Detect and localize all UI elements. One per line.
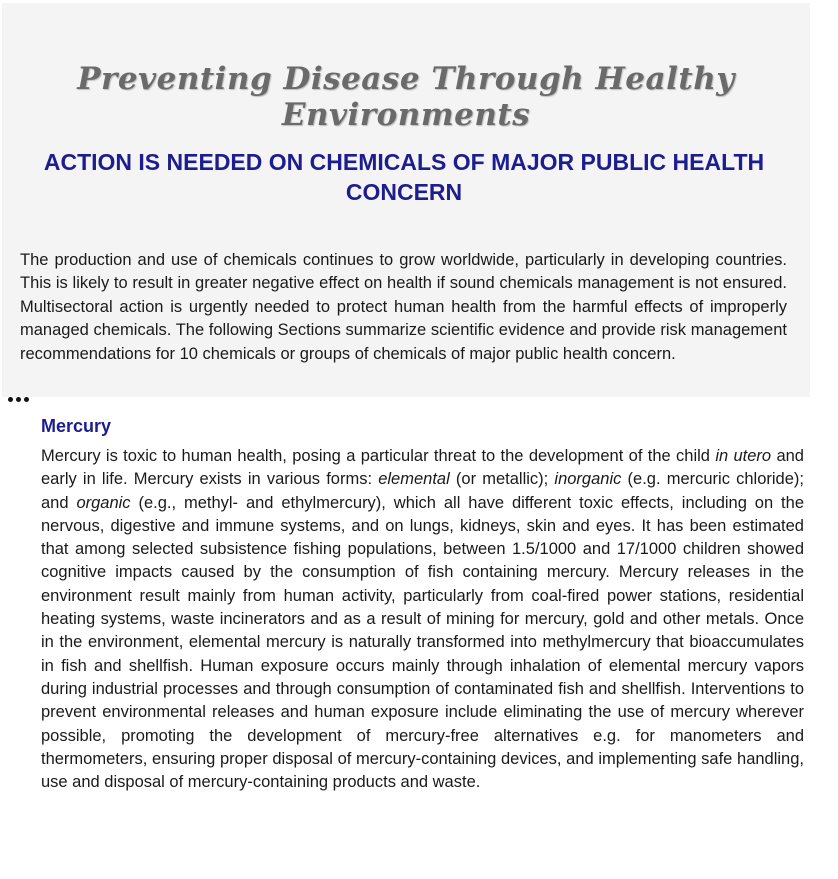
intro-paragraph: The production and use of chemicals continues to grow worldwide, particularly in developing countries. This is likely to result in greater negative effect on health if sound chemicals management is not ensured. Multisectoral action is urgently needed to protect human health from the harmful effects of improperly managed chemicals. The following Sections summarize scientific evidence and provide risk management recommendations for 10 chemicals or groups of chemicals of major public health concern. xyxy=(20,251,787,363)
dot-icon xyxy=(8,397,13,402)
dot-icon xyxy=(16,397,21,402)
body-emphasis: inorganic xyxy=(554,470,622,489)
section-title: Mercury xyxy=(41,416,112,436)
body-emphasis: elemental xyxy=(378,470,450,489)
section-body xyxy=(41,445,804,794)
body-text: (e.g. mercuric chloride); and xyxy=(41,470,804,512)
body-text: Mercury is toxic to human health, posing a particular threat to the development of the child xyxy=(41,447,716,465)
body-text: (e.g., methyl- and ethylmercury), which all have different toxic effects, including on the nervous, digestive and immune systems, and on lungs, kidneys, skin and eyes. It has been estimated that among selected subsistence fishing populations, between 1.5/1000 and 17/1000 children showed cognitive impacts caused by the consumption of fish containing mercury. Mercury releases in the environment result mainly from human activity, particularly from coal-fired power stations, residential heating systems, waste incinerators and as a result of mining for mercury, gold and other metals. Once in the environment, elemental mercury is naturally transformed into methylmercury that bioaccumulates in fish and shellfish. Human exposure occurs mainly through inhalation of elemental mercury vapors during industrial processes and through consumption of contaminated fish and shellfish. Interventions to prevent environmental releases and human exposure include eliminating the use of mercury wherever possible, promoting the development of mercury-free alternatives e.g. for manometers and thermometers, ensuring proper disposal of mercury-containing devices, and implementing safe handling, use and disposal of mercury-containing products and waste. xyxy=(41,493,804,792)
body-text: (or metallic); xyxy=(449,470,555,489)
banner-title: Preventing Disease Through Healthy Environments xyxy=(77,61,735,133)
ellipsis-dots-icon xyxy=(8,397,29,402)
dot-icon xyxy=(24,397,29,402)
body-emphasis: organic xyxy=(76,493,131,512)
body-emphasis: in utero xyxy=(715,447,772,465)
body-text: and early in life. Mercury exists in various forms: xyxy=(41,447,804,489)
header-panel xyxy=(2,3,810,397)
page-headline: ACTION IS NEEDED ON CHEMICALS OF MAJOR PUBLIC HEALTH CONCERN xyxy=(43,149,765,205)
